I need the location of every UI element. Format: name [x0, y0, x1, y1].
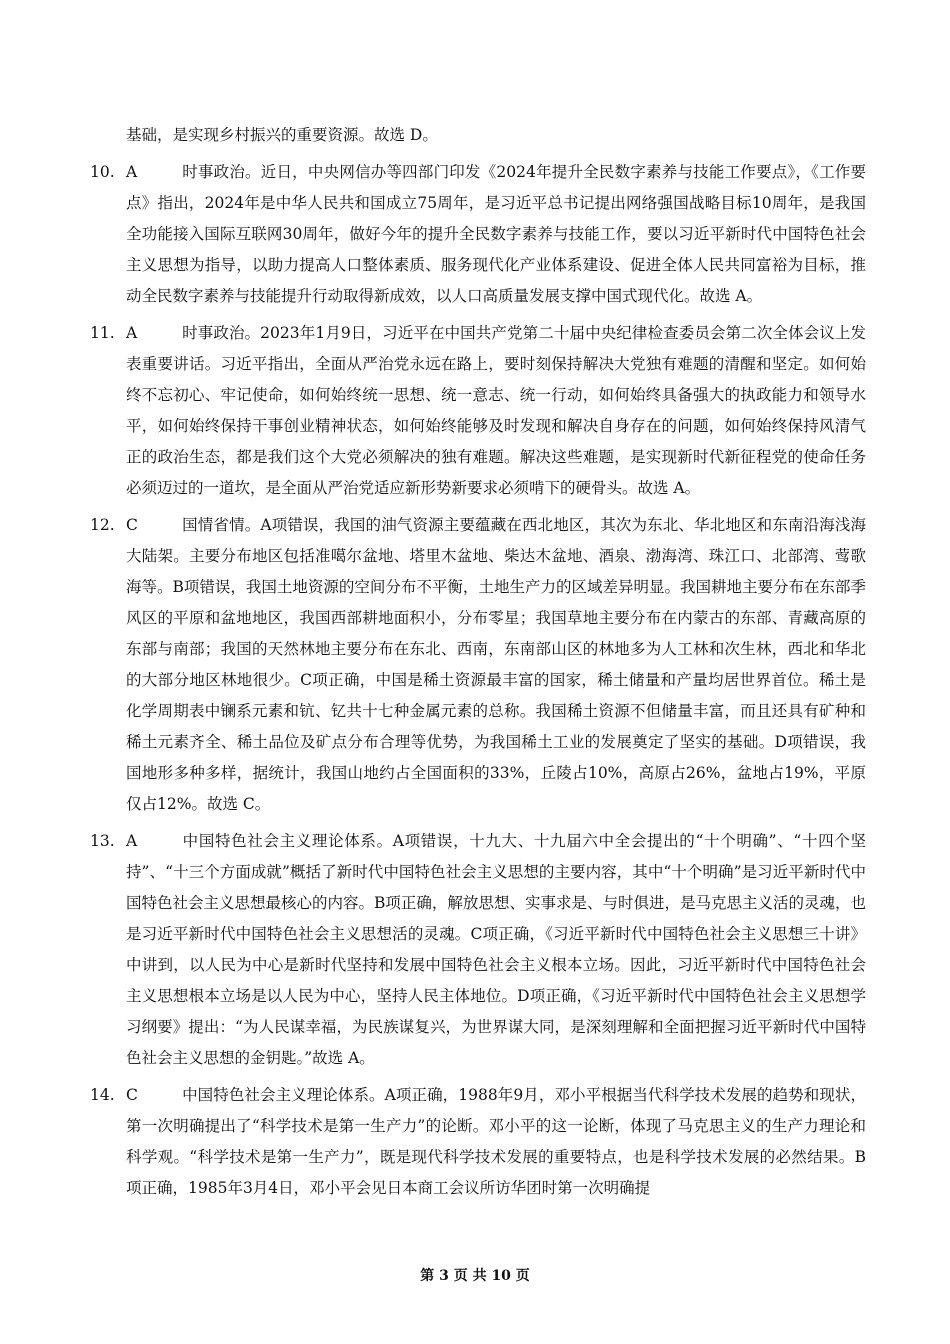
item-number: 14. — [90, 1086, 115, 1104]
answer-item-13 — [90, 826, 866, 1074]
answer-explanations — [90, 120, 866, 1204]
item-explanation: 时事政治。近日，中央网信办等四部门印发《2024年提升全民数字素养与技能工作要点》，《工作要点》指出，2024年是中华人民共和国成立75周年，是习近平总书记提出网络强国战略目标10周年，是我国全功能接入国际互联网30周年，做好今年的提升全民数字素养与技能工作，要以习近平新时代中国特色社会主义思想为指导，以助力提高人口整体素质、服务现代化产业体系建设、促进全体人民共同富裕为目标，推动全民数字素养与技能提升行动取得新成效，以人口高质量发展支撑中国式现代化。故选 A。 — [126, 163, 866, 305]
item-number: 12. — [90, 516, 115, 534]
item-answer: A — [126, 832, 138, 850]
item-answer: A — [126, 163, 138, 181]
item-explanation: 中国特色社会主义理论体系。A项正确，1988年9月，邓小平根据当代科学技术发展的趋势和现状，第一次明确提出了“科学技术是第一生产力”的论断。邓小平的这一论断，体现了马克思主义的生产力理论和科学观。“科学技术是第一生产力”，既是现代科学技术发展的重要特点，也是科学技术发展的必然结果。B项正确，1985年3月4日，邓小平会见日本商工会议所访华团时第一次明确提 — [126, 1086, 866, 1197]
item-answer: C — [126, 1086, 138, 1104]
answer-item-11 — [90, 318, 866, 504]
page-number-footer: 第 3 页 共 10 页 — [420, 1268, 530, 1284]
item-number: 11. — [90, 324, 115, 342]
item-number: 10. — [90, 163, 115, 181]
answer-item-12 — [90, 510, 866, 820]
answer-item-14 — [90, 1080, 866, 1204]
item-number: 13. — [90, 832, 115, 850]
item-explanation: 时事政治。2023年1月9日，习近平在中国共产党第二十届中央纪律检查委员会第二次全体会议上发表重要讲话。习近平指出，全面从严治党永远在路上，要时刻保持解决大党独有难题的清醒和坚定。如何始终不忘初心、牢记使命，如何始终统一思想、统一意志、统一行动，如何始终具备强大的执政能力和领导水平，如何始终保持干事创业精神状态，如何始终能够及时发现和解决自身存在的问题，如何始终保持风清气正的政治生态，都是我们这个大党必须解决的独有难题。解决这些难题，是实现新时代新征程党的使命任务必须迈过的一道坎，是全面从严治党适应新形势新要求必须啃下的硬骨头。故选 A。 — [126, 324, 866, 497]
continued-paragraph: 基础，是实现乡村振兴的重要资源。故选 D。 — [126, 126, 438, 144]
item-answer: C — [126, 516, 138, 534]
answer-item-10 — [90, 157, 866, 312]
item-answer: A — [126, 324, 138, 342]
item-explanation: 中国特色社会主义理论体系。A项错误，十九大、十九届六中全会提出的“十个明确”、“十四个坚持”、“十三个方面成就”概括了新时代中国特色社会主义思想的主要内容，其中“十个明确”是习近平新时代中国特色社会主义思想最核心的内容。B项正确，解放思想、实事求是、与时俱进，是马克思主义活的灵魂，也是习近平新时代中国特色社会主义思想活的灵魂。C项正确，《习近平新时代中国特色社会主义思想三十讲》中讲到，以人民为中心是新时代坚持和发展中国特色社会主义根本立场。因此，习近平新时代中国特色社会主义思想根本立场是以人民为中心，坚持人民主体地位。D项正确，《习近平新时代中国特色社会主义思想学习纲要》提出：“为人民谋幸福，为民族谋复兴，为世界谋大同，是深刻理解和全面把握习近平新时代中国特色社会主义思想的金钥匙。”故选 A。 — [126, 832, 866, 1067]
item-explanation: 国情省情。A项错误，我国的油气资源主要蕴藏在西北地区，其次为东北、华北地区和东南沿海浅海大陆架。主要分布地区包括准噶尔盆地、塔里木盆地、柴达木盆地、酒泉、渤海湾、珠江口、北部湾、莺歌海等。B项错误，我国土地资源的空间分布不平衡，土地生产力的区域差异明显。我国耕地主要分布在东部季风区的平原和盆地地区，我国西部耕地面积小，分布零星；我国草地主要分布在内蒙古的东部、青藏高原的东部与南部；我国的天然林地主要分布在东北、西南，东南部山区的林地多为人工林和次生林，西北和华北的大部分地区林地很少。C项正确，中国是稀土资源最丰富的国家，稀土储量和产量均居世界首位。稀土是化学周期表中镧系元素和钪、钇共十七种金属元素的总称。我国稀土资源不但储量丰富，而且还具有矿种和稀土元素齐全、稀土品位及矿点分布合理等优势，为我国稀土工业的发展奠定了坚实的基础。D项错误，我国地形多种多样，据统计，我国山地约占全国面积的33%，丘陵占10%，高原占26%，盆地占19%，平原仅占12%。故选 C。 — [126, 516, 866, 813]
